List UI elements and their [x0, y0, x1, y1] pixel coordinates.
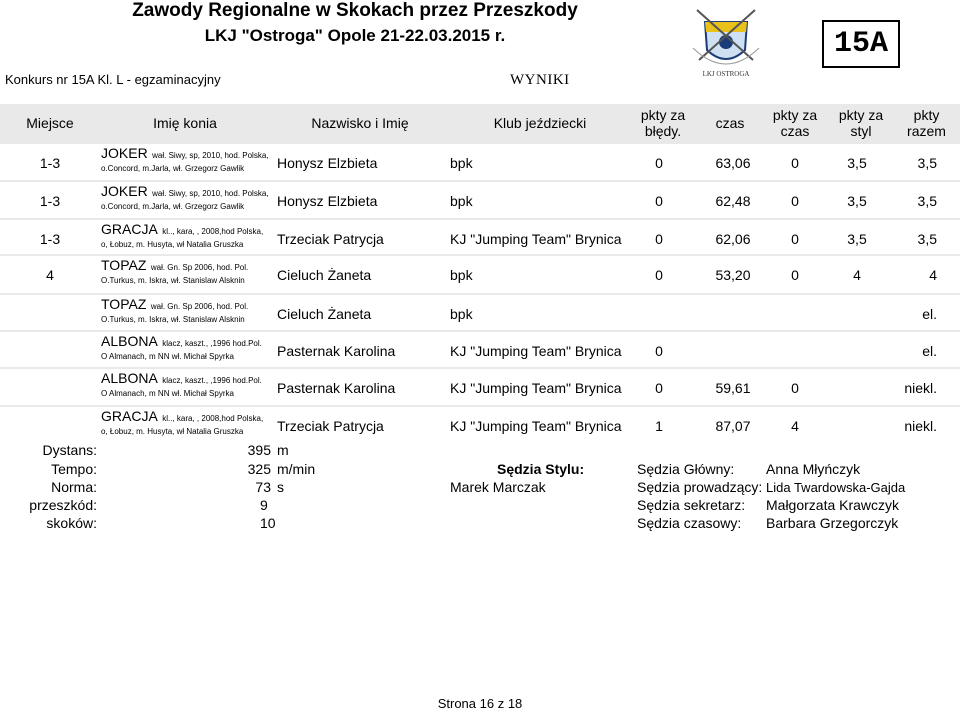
results-label: WYNIKI — [510, 72, 570, 88]
cell-style-pts: 3,5 — [847, 155, 867, 171]
horse-description: kl.., kara, , 2008,hod Polska, — [162, 227, 264, 236]
horse-description: wał. Siwy, sp, 2010, hod. Polska, — [152, 189, 269, 198]
cell-time: 62,48 — [715, 193, 751, 209]
cell-total: 3,5 — [917, 231, 937, 247]
horse-description: wał. Gn. Sp 2006, hod. Pol. — [150, 263, 249, 272]
cell-time-pts: 0 — [791, 193, 799, 209]
obstacles-value: 9 — [260, 497, 268, 513]
cell-faults: 0 — [655, 231, 663, 247]
horse-name: GRACJA — [101, 221, 158, 237]
cell-total: 4 — [929, 267, 937, 283]
row-separator — [0, 180, 960, 182]
col-header-rider: Nazwisko i Imię — [311, 115, 409, 131]
cell-rider: Pasternak Karolina — [277, 380, 396, 396]
cell-time: 62,06 — [715, 231, 751, 247]
event-subtitle: LKJ "Ostroga" Opole 21-22.03.2015 r. — [204, 26, 506, 45]
cell-faults: 0 — [655, 193, 663, 209]
cell-horse — [101, 221, 263, 249]
lead-judge-name: Lida Twardowska-Gajda — [766, 480, 906, 495]
tempo-unit: m/min — [277, 461, 316, 477]
cell-club: KJ "Jumping Team" Brynica — [450, 418, 622, 434]
cell-horse — [101, 296, 248, 324]
row-separator — [0, 254, 960, 256]
style-judge-name: Marek Marczak — [450, 479, 546, 495]
cell-rider: Trzeciak Patrycja — [277, 231, 384, 247]
cell-rider: Cieluch Żaneta — [277, 306, 372, 322]
tempo-value: 325 — [247, 461, 271, 477]
jumps-label: skoków: — [46, 515, 97, 531]
cell-club: KJ "Jumping Team" Brynica — [450, 231, 622, 247]
row-separator — [0, 367, 960, 369]
horse-origin: O Almanach, m NN wł. Michał Spyrka — [101, 389, 234, 398]
cell-club: KJ "Jumping Team" Brynica — [450, 380, 622, 396]
horse-name: TOPAZ — [101, 257, 147, 273]
cell-faults: 1 — [655, 418, 663, 434]
cell-style-pts: 3,5 — [847, 193, 867, 209]
col-header-club: Klub jeździecki — [493, 115, 587, 131]
cell-rider: Pasternak Karolina — [277, 343, 396, 359]
cell-time-pts: 0 — [791, 267, 799, 283]
contest-name: Konkurs nr 15A Kl. L - egzaminacyjny — [5, 72, 221, 87]
horse-name: JOKER — [101, 183, 148, 199]
tempo-label: Tempo: — [51, 461, 97, 477]
col-header-time: czas — [715, 115, 745, 131]
cell-club: bpk — [450, 306, 473, 322]
cell-rider: Trzeciak Patrycja — [277, 418, 384, 434]
col-header-faults: pkty za błędy. — [640, 107, 686, 139]
cell-club: bpk — [450, 267, 473, 283]
cell-rider: Honysz Elzbieta — [277, 193, 378, 209]
horse-name: ALBONA — [101, 333, 158, 349]
cell-place: 1-3 — [39, 155, 61, 171]
norm-unit: s — [277, 479, 284, 495]
cell-style-pts: 4 — [853, 267, 861, 283]
horse-origin: o, Łobuz, m. Husyta, wł Natalia Gruszka — [101, 427, 244, 436]
cell-club: bpk — [450, 193, 473, 209]
page-indicator: Strona 16 z 18 — [437, 696, 523, 711]
horse-description: wał. Gn. Sp 2006, hod. Pol. — [150, 302, 249, 311]
distance-unit: m — [277, 442, 289, 458]
cell-horse — [101, 333, 262, 361]
cell-time: 63,06 — [715, 155, 751, 171]
cell-rider: Honysz Elzbieta — [277, 155, 378, 171]
lead-judge-label: Sędzia prowadzący: — [637, 479, 763, 495]
col-header-style-pts: pkty za styl — [838, 107, 884, 139]
cell-time: 53,20 — [715, 267, 751, 283]
chief-judge-name: Anna Młyńczyk — [766, 461, 861, 477]
cell-place: 4 — [46, 267, 54, 283]
event-title: Zawody Regionalne w Skokach przez Przeszkody — [132, 0, 578, 21]
row-separator — [0, 293, 960, 295]
horse-name: ALBONA — [101, 370, 158, 386]
horse-origin: O Almanach, m NN wł. Michał Spyrka — [101, 352, 234, 361]
horse-name: JOKER — [101, 145, 148, 161]
cell-time-pts: 4 — [791, 418, 799, 434]
timer-name: Barbara Grzegorczyk — [766, 515, 899, 531]
horse-description: klacz, kaszt., ,1996 hod.Pol. — [162, 376, 262, 385]
cell-time-pts: 0 — [791, 231, 799, 247]
horse-origin: o.Concord, m.Jarla, wł. Grzegorz Gawlik — [101, 202, 245, 211]
row-separator — [0, 405, 960, 407]
style-judge-label: Sędzia Stylu: — [497, 461, 585, 477]
cell-horse — [101, 257, 248, 285]
cell-club: bpk — [450, 155, 473, 171]
cell-style-pts: 3,5 — [847, 231, 867, 247]
cell-horse — [101, 145, 269, 173]
cell-place: 1-3 — [39, 193, 61, 209]
cell-total: el. — [922, 343, 937, 359]
horse-origin: O.Turkus, m. Iskra, wł. Stanislaw Alsknin — [101, 276, 245, 285]
col-header-total: pkty razem — [907, 107, 946, 139]
horse-name: GRACJA — [101, 408, 158, 424]
cell-faults: 0 — [655, 380, 663, 396]
horse-origin: O.Turkus, m. Iskra, wł. Stanislaw Alsknin — [101, 315, 245, 324]
distance-value: 395 — [247, 442, 271, 458]
horse-origin: o, Łobuz, m. Husyta, wł Natalia Gruszka — [101, 240, 244, 249]
timer-label: Sędzia czasowy: — [637, 515, 742, 531]
cell-time-pts: 0 — [791, 380, 799, 396]
cell-faults: 0 — [655, 343, 663, 359]
horse-origin: o.Concord, m.Jarla, wł. Grzegorz Gawlik — [101, 164, 245, 173]
distance-label: Dystans: — [42, 442, 97, 458]
cell-total: el. — [922, 306, 937, 322]
jumps-value: 10 — [260, 515, 276, 531]
norm-label: Norma: — [51, 479, 97, 495]
chief-judge-label: Sędzia Główny: — [637, 461, 735, 477]
cell-total: niekl. — [904, 418, 937, 434]
class-code-badge: 15A — [822, 20, 900, 68]
cell-faults: 0 — [655, 267, 663, 283]
cell-horse — [101, 183, 269, 211]
col-header-horse: Imię konia — [153, 115, 217, 131]
cell-horse — [101, 408, 263, 436]
obstacles-label: przeszkód: — [29, 497, 97, 513]
secretary-name: Małgorzata Krawczyk — [766, 497, 900, 513]
club-emblem-icon — [683, 2, 769, 82]
cell-place: 1-3 — [39, 231, 61, 247]
cell-total: 3,5 — [917, 155, 937, 171]
cell-rider: Cieluch Żaneta — [277, 267, 372, 283]
cell-horse — [101, 370, 262, 398]
horse-description: klacz, kaszt., ,1996 hod.Pol. — [162, 339, 262, 348]
svg-text:LKJ OSTROGA: LKJ OSTROGA — [702, 70, 750, 78]
cell-time: 59,61 — [715, 380, 751, 396]
norm-value: 73 — [255, 479, 271, 495]
row-separator — [0, 142, 960, 144]
col-header-time-pts: pkty za czas — [772, 107, 818, 139]
row-separator — [0, 330, 960, 332]
row-separator — [0, 218, 960, 220]
horse-description: kl.., kara, , 2008,hod Polska, — [162, 414, 264, 423]
cell-total: niekl. — [904, 380, 937, 396]
secretary-label: Sędzia sekretarz: — [637, 497, 746, 513]
horse-description: wał. Siwy, sp, 2010, hod. Polska, — [152, 151, 269, 160]
cell-time-pts: 0 — [791, 155, 799, 171]
cell-total: 3,5 — [917, 193, 937, 209]
col-header-place: Miejsce — [26, 115, 74, 131]
cell-time: 87,07 — [715, 418, 751, 434]
cell-club: KJ "Jumping Team" Brynica — [450, 343, 622, 359]
cell-faults: 0 — [655, 155, 663, 171]
horse-name: TOPAZ — [101, 296, 147, 312]
